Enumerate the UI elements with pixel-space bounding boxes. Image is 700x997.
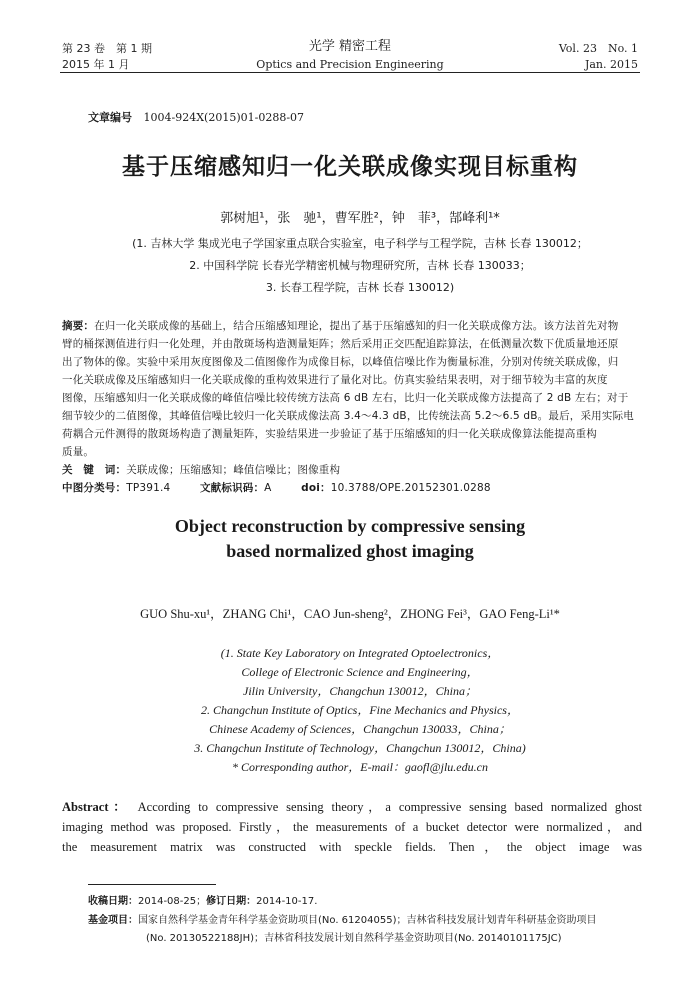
journal-date-en: Jan. 2015	[584, 58, 638, 71]
affiliation-en-line: Jilin University，Changchun 130012，China；	[243, 684, 477, 698]
received-value: 2014-08-25；	[138, 896, 207, 907]
journal-volume-cn: 第 23 卷 第 1 期	[62, 42, 152, 55]
affiliation-en-line: Chinese Academy of Sciences，Changchun 130033，China；	[209, 722, 511, 736]
affiliation-en-line: College of Electronic Science and Engineering，	[241, 665, 479, 679]
doi-label: doi：	[301, 482, 331, 494]
journal-name-en: Optics and Precision Engineering	[256, 58, 444, 71]
fund-label: 基金项目：	[88, 915, 138, 926]
title-cn: 基于压缩感知归一化关联成像实现目标重构	[122, 154, 578, 180]
doc-code-value: A	[264, 482, 272, 494]
fund-line-2: (No. 20130522188JH)；吉林省科技发展计划自然科学基金资助项目(No. 20140101175JC)	[146, 933, 562, 944]
abstract-cn-line: 细节较少的二值图像，其峰值信噪比较归一化关联成像法高 3.4～4.3 dB，比传统法高 5.2～6.5 dB。最后，采用实际电	[62, 410, 634, 422]
abstract-cn	[62, 317, 642, 461]
affiliation-cn-2: 2. 中国科学院 长春光学精密机械与物理研究所，吉林 长春 130033；	[189, 259, 531, 272]
journal-volume-en: Vol. 23 No. 1	[558, 42, 638, 55]
affiliation-en-line: 3. Changchun Institute of Technology，Changchun 130012，China)	[194, 741, 526, 755]
clc-label: 中图分类号：	[62, 482, 127, 494]
footnote-rule	[88, 884, 216, 885]
affiliation-cn-1: (1. 吉林大学 集成光电子学国家重点联合实验室，电子科学与工程学院，吉林 长春 130012；	[132, 237, 588, 250]
revised-label: 修订日期：	[206, 896, 257, 907]
abstract-en-label: Abstract：	[62, 800, 131, 814]
abstract-cn-line: 臂的桶探测值进行归一化处理，并由散斑场构造测量矩阵；然后采用正交匹配追踪算法，在低测量次数下优质量地还原	[62, 338, 619, 350]
abstract-cn-line: 出了物体的像。实验中采用灰度图像及二值图像作为成像目标，以峰值信噪比作为衡量标准，分别对传统关联成像，归	[62, 356, 619, 368]
abstract-cn-line: 一化关联成像及压缩感知归一化关联成像的重构效果进行了量化对比。仿真实验结果表明，对于细节较为丰富的灰度	[62, 374, 608, 386]
abstract-cn-label: 摘要：	[62, 320, 95, 332]
keywords-cn-label: 关 键 词：	[62, 464, 127, 476]
affiliation-en-line: (1. State Key Laboratory on Integrated Optoelectronics，	[220, 646, 500, 660]
journal-date-cn: 2015 年 1 月	[62, 58, 130, 71]
fund-text: 国家自然科学基金青年科学基金资助项目(No. 61204055)；吉林省科技发展计划青年科研基金资助项目	[138, 915, 597, 926]
keywords-cn-value: 关联成像；压缩感知；峰值信噪比；图像重构	[126, 464, 341, 476]
abstract-cn-line: 荷耦合元件测得的散斑场构造了测量矩阵，实验结果进一步验证了基于压缩感知的归一化关联成像算法能提高重构	[62, 428, 597, 440]
fund-line-1	[88, 912, 596, 929]
abstract-en-line: imaging method was proposed. Firstly，the measurements of a bucket detector were normalized，and	[62, 820, 642, 834]
abstract-cn-line: 在归一化关联成像的基础上，结合压缩感知理论，提出了基于压缩感知的归一化关联成像方法。该方法首先对物	[94, 320, 619, 332]
received-label: 收稿日期：	[88, 896, 138, 907]
abstract-en-line: the measurement matrix was constructed with speckle fields. Then，the object image was	[62, 840, 642, 854]
doc-code-label: 文献标识码：	[199, 482, 265, 494]
affiliations-en	[100, 644, 620, 777]
article-id-value: 1004-924X(2015)01-0288-07	[143, 111, 305, 124]
affiliation-en-line: * Corresponding author，E-mail：gaofl@jlu.edu.cn	[232, 760, 488, 774]
title-en-line1: Object reconstruction by compressive sensing	[174, 516, 526, 536]
received-dates	[88, 893, 317, 910]
authors-en: GUO Shu-xu¹，ZHANG Chi¹，CAO Jun-sheng²，ZHONG Fei³，GAO Feng-Li¹*	[140, 607, 560, 621]
article-id	[88, 109, 304, 125]
affiliation-en-line: 2. Changchun Institute of Optics，Fine Mechanics and Physics，	[201, 703, 519, 717]
title-en-line2: based normalized ghost imaging	[226, 541, 474, 561]
revised-value: 2014-10-17.	[256, 896, 318, 907]
authors-cn: 郭树旭¹，张 驰¹，曹军胜²，钟 菲³，郜峰利¹*	[220, 211, 500, 226]
abstract-en-line: According to compressive sensing theory，a compressive sensing based normalized ghost	[137, 800, 643, 814]
abstract-cn-line: 质量。	[62, 446, 95, 458]
affiliation-cn-3: 3. 长春工程学院，吉林 长春 130012)	[265, 281, 455, 294]
journal-name-cn: 光学 精密工程	[308, 39, 392, 54]
keywords-cn	[62, 461, 340, 479]
doi-value: 10.3788/OPE.20152301.0288	[330, 482, 491, 494]
abstract-cn-line: 图像，压缩感知归一化关联成像的峰值信噪比较传统方法高 6 dB 左右，比归一化关联成像方法提高了 2 dB 左右；对于	[62, 392, 629, 404]
abstract-en	[62, 797, 642, 857]
article-id-label: 文章编号	[88, 111, 132, 124]
header-rule	[60, 72, 640, 73]
classification-line	[62, 479, 491, 497]
clc-value: TP391.4	[126, 482, 171, 494]
